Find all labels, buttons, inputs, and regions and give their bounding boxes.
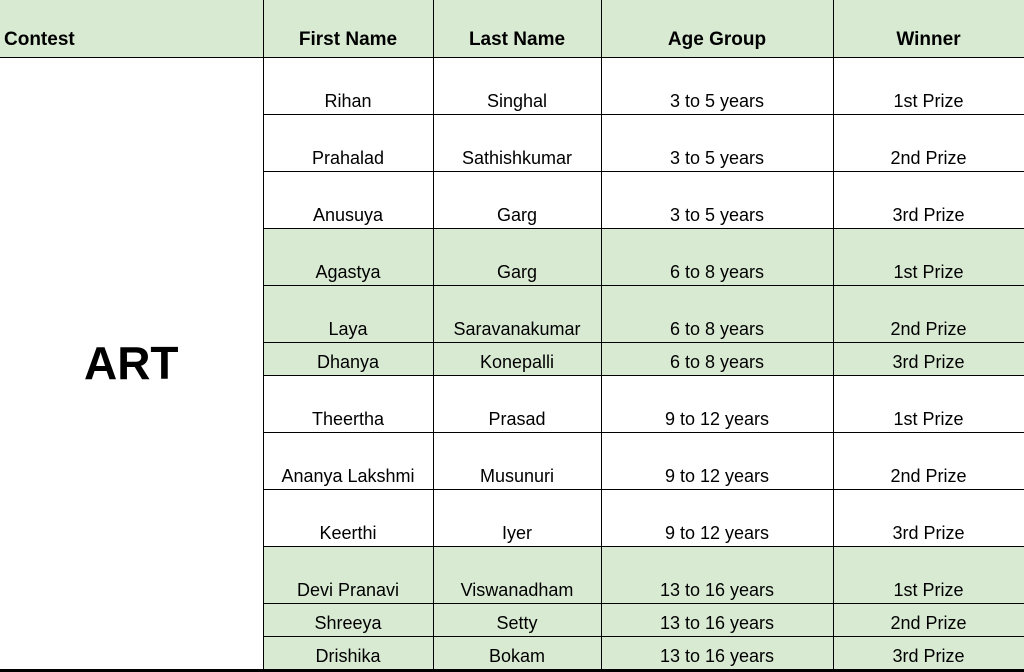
last-name-cell[interactable]: Musunuri	[433, 432, 601, 489]
header-winner[interactable]: Winner	[833, 0, 1024, 57]
winner-cell[interactable]: 3rd Prize	[833, 636, 1024, 669]
last-name-cell[interactable]: Viswanadham	[433, 546, 601, 603]
winner-cell[interactable]: 1st Prize	[833, 228, 1024, 285]
winner-cell[interactable]: 1st Prize	[833, 546, 1024, 603]
winner-cell[interactable]: 2nd Prize	[833, 603, 1024, 636]
first-name-cell[interactable]: Keerthi	[263, 489, 433, 546]
age-group-cell[interactable]: 13 to 16 years	[601, 636, 833, 669]
last-name-cell[interactable]: Sathishkumar	[433, 114, 601, 171]
header-last-name[interactable]: Last Name	[433, 0, 601, 57]
age-group-cell[interactable]: 3 to 5 years	[601, 57, 833, 114]
winner-cell[interactable]: 3rd Prize	[833, 342, 1024, 375]
last-name-cell[interactable]: Garg	[433, 228, 601, 285]
winner-cell[interactable]: 1st Prize	[833, 57, 1024, 114]
last-name-cell[interactable]: Saravanakumar	[433, 285, 601, 342]
first-name-cell[interactable]: Dhanya	[263, 342, 433, 375]
age-group-cell[interactable]: 3 to 5 years	[601, 114, 833, 171]
last-name-cell[interactable]: Iyer	[433, 489, 601, 546]
header-contest[interactable]: Contest	[0, 0, 263, 57]
winner-cell[interactable]: 1st Prize	[833, 375, 1024, 432]
age-group-cell[interactable]: 9 to 12 years	[601, 375, 833, 432]
first-name-cell[interactable]: Laya	[263, 285, 433, 342]
age-group-cell[interactable]: 9 to 12 years	[601, 489, 833, 546]
header-age-group[interactable]: Age Group	[601, 0, 833, 57]
age-group-cell[interactable]: 13 to 16 years	[601, 546, 833, 603]
last-name-cell[interactable]: Prasad	[433, 375, 601, 432]
first-name-cell[interactable]: Ananya Lakshmi	[263, 432, 433, 489]
last-name-cell[interactable]: Garg	[433, 171, 601, 228]
first-name-cell[interactable]: Shreeya	[263, 603, 433, 636]
age-group-cell[interactable]: 3 to 5 years	[601, 171, 833, 228]
age-group-cell[interactable]: 9 to 12 years	[601, 432, 833, 489]
last-name-cell[interactable]: Konepalli	[433, 342, 601, 375]
contest-cell[interactable]: ART	[0, 57, 263, 669]
winner-cell[interactable]: 3rd Prize	[833, 171, 1024, 228]
age-group-cell[interactable]: 6 to 8 years	[601, 342, 833, 375]
first-name-cell[interactable]: Agastya	[263, 228, 433, 285]
first-name-cell[interactable]: Anusuya	[263, 171, 433, 228]
header-first-name[interactable]: First Name	[263, 0, 433, 57]
first-name-cell[interactable]: Rihan	[263, 57, 433, 114]
last-name-cell[interactable]: Setty	[433, 603, 601, 636]
age-group-cell[interactable]: 6 to 8 years	[601, 228, 833, 285]
age-group-cell[interactable]: 6 to 8 years	[601, 285, 833, 342]
last-name-cell[interactable]: Bokam	[433, 636, 601, 669]
first-name-cell[interactable]: Drishika	[263, 636, 433, 669]
winner-cell[interactable]: 3rd Prize	[833, 489, 1024, 546]
table-row	[0, 57, 1024, 114]
first-name-cell[interactable]: Theertha	[263, 375, 433, 432]
first-name-cell[interactable]: Prahalad	[263, 114, 433, 171]
winner-cell[interactable]: 2nd Prize	[833, 432, 1024, 489]
first-name-cell[interactable]: Devi Pranavi	[263, 546, 433, 603]
winner-cell[interactable]: 2nd Prize	[833, 114, 1024, 171]
last-name-cell[interactable]: Singhal	[433, 57, 601, 114]
winner-cell[interactable]: 2nd Prize	[833, 285, 1024, 342]
age-group-cell[interactable]: 13 to 16 years	[601, 603, 833, 636]
header-row	[0, 0, 1024, 57]
